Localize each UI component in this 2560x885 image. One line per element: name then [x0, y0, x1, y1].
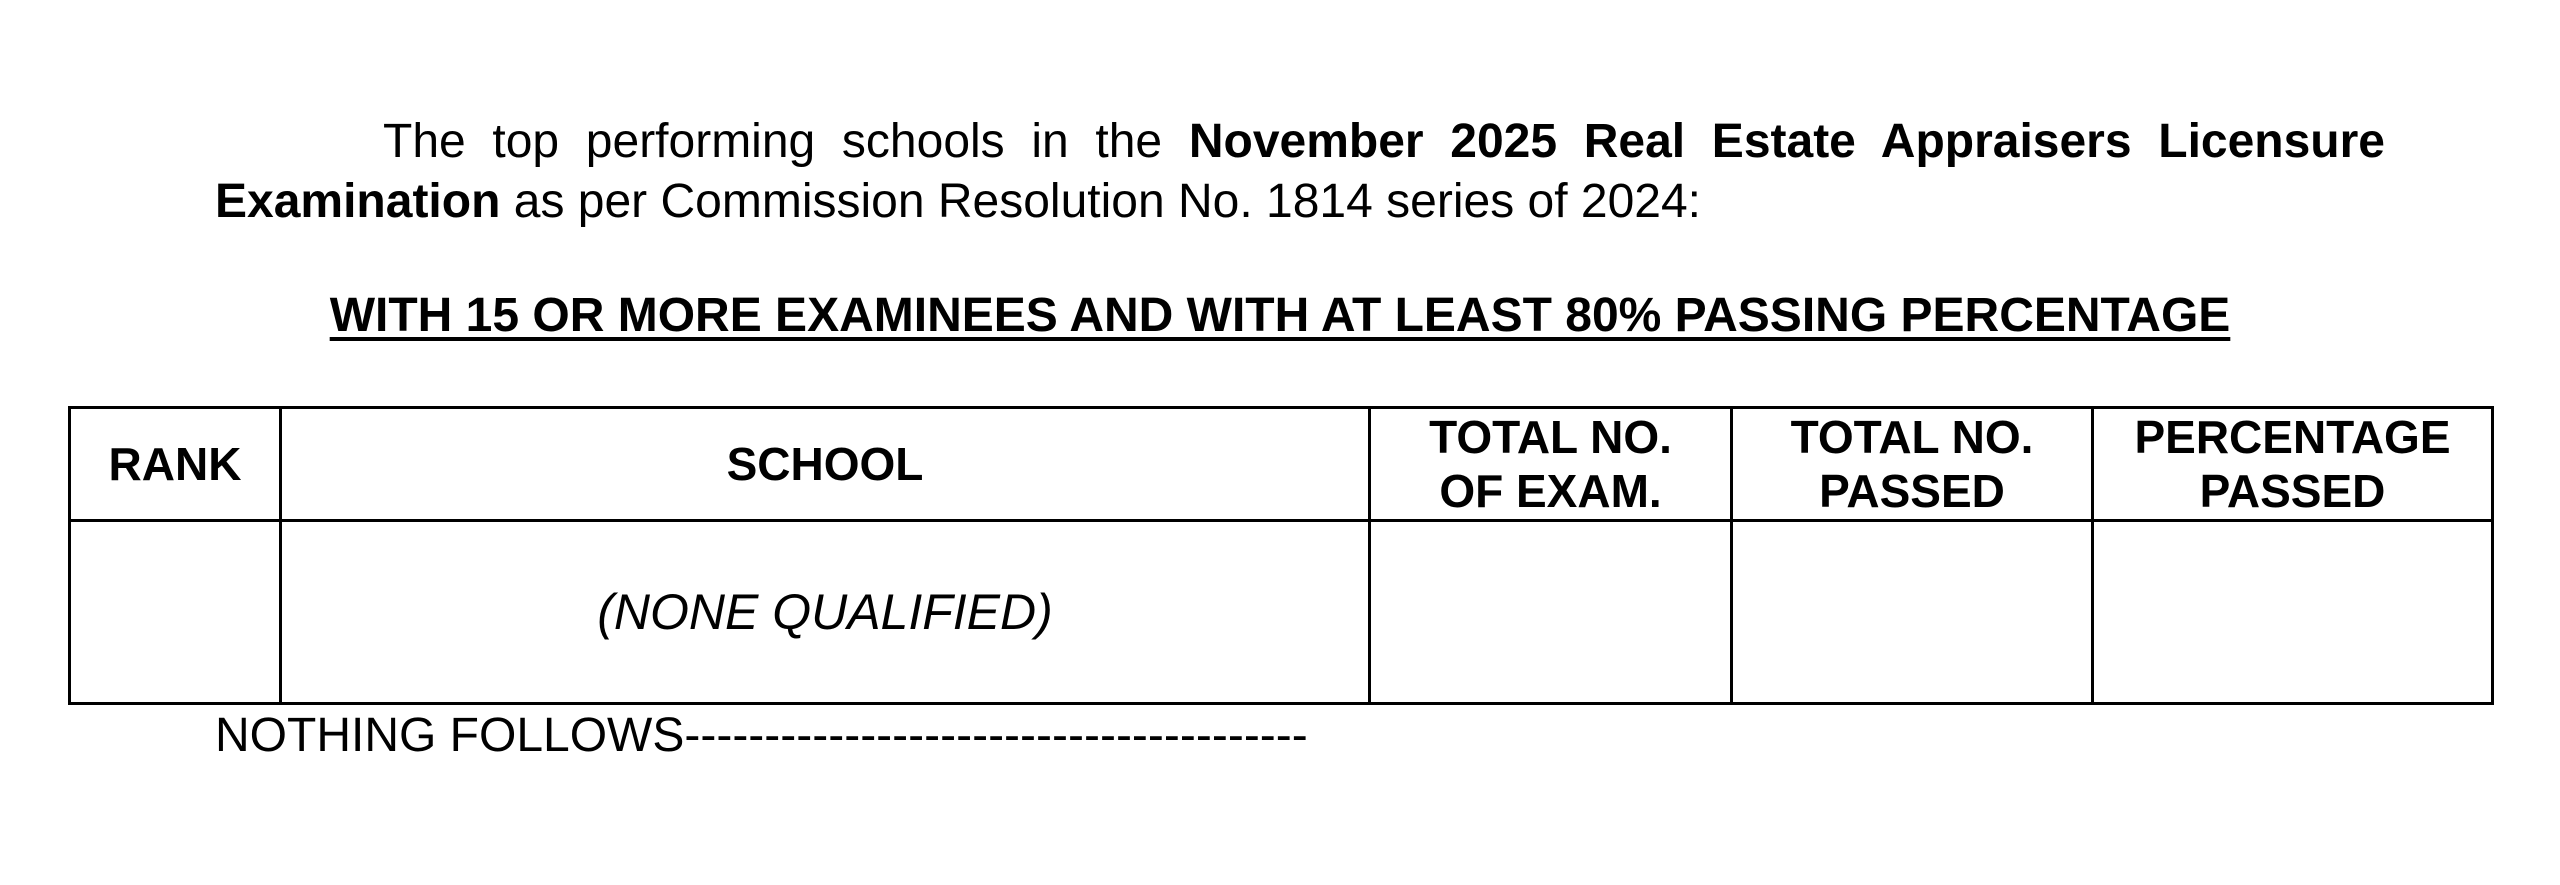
cell-rank [70, 521, 281, 704]
table-row [70, 521, 2493, 704]
cell-school: (NONE QUALIFIED) [281, 521, 1370, 704]
exam-name-line1: November 2025 Real Estate Appraisers Licensure [1188, 115, 2386, 168]
intro-tail: as per Commission Resolution No. 1814 series of 2024: [500, 175, 1702, 228]
exam-name-line2: Examination [215, 175, 501, 228]
header-total-passed-line2: PASSED [1819, 465, 2005, 517]
cell-percentage [2093, 521, 2493, 704]
header-total-passed-line1: TOTAL NO. [1790, 411, 2034, 463]
table-header-row [70, 408, 2493, 521]
cell-total-passed [1732, 521, 2093, 704]
header-percentage [2093, 408, 2493, 521]
header-total-exam-line1: TOTAL NO. [1429, 411, 1672, 463]
header-percentage-line1: PERCENTAGE [2134, 411, 2451, 463]
intro-paragraph [215, 112, 2385, 232]
header-rank: RANK [70, 408, 281, 521]
header-percentage-line2: PASSED [2199, 465, 2386, 517]
header-total-passed [1732, 408, 2093, 521]
intro-lead: The top performing schools in the [383, 115, 1189, 168]
cell-total-exam [1370, 521, 1732, 704]
header-total-exam [1370, 408, 1732, 521]
nothing-follows-note: NOTHING FOLLOWS--------------------------------------- [215, 709, 1308, 762]
section-heading: WITH 15 OR MORE EXAMINEES AND WITH AT LEAST 80% PASSING PERCENTAGE [329, 289, 2231, 342]
results-table [68, 406, 2494, 705]
header-school: SCHOOL [281, 408, 1370, 521]
header-total-exam-line2: OF EXAM. [1439, 465, 1662, 517]
